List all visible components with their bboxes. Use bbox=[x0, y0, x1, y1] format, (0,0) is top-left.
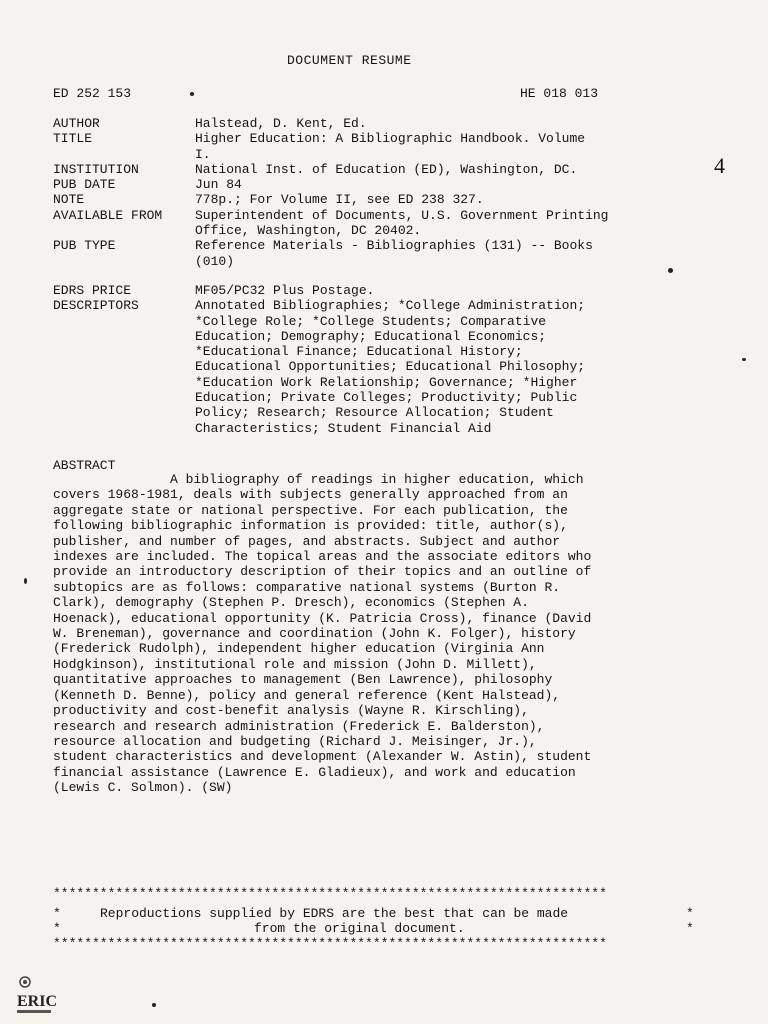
field-value: Higher Education: A Bibliographic Handbook. Volume I. bbox=[195, 131, 586, 162]
field-label: EDRS PRICE bbox=[53, 282, 132, 298]
field-value: Superintendent of Documents, U.S. Government Printing Office, Washington, DC 20402. bbox=[195, 207, 609, 239]
field-label: NOTE bbox=[53, 192, 85, 208]
field-label: AVAILABLE FROM bbox=[53, 207, 163, 223]
scan-speck bbox=[190, 92, 194, 96]
field-label: TITLE bbox=[53, 131, 93, 147]
notice-border-top: *********************************************************************** bbox=[53, 886, 607, 901]
document-title: DOCUMENT RESUME bbox=[287, 53, 412, 68]
field-institution bbox=[53, 162, 703, 177]
abstract-label: ABSTRACT bbox=[53, 458, 116, 473]
field-value: MF05/PC32 Plus Postage. bbox=[195, 282, 375, 298]
logo-emblem-dot bbox=[23, 980, 27, 984]
field-pub-date bbox=[53, 177, 703, 192]
field-label: PUB TYPE bbox=[53, 238, 116, 254]
eric-logo bbox=[14, 972, 60, 1016]
field-title bbox=[53, 131, 703, 162]
scan-speck bbox=[24, 578, 27, 584]
ed-number: ED 252 153 bbox=[53, 86, 132, 101]
abstract-text: A bibliography of readings in higher education, which covers 1968-1981, deals with subjects generally approached from an aggregate state or national perspective. For each publication, the following bibliographic information is provided: title, author(s), publisher, and number of pages, and abstracts. Subject and author indexes are included. The topical areas and the associate editors who provide an introductory description of their topics and an outline of subtopics are as follows: comparative national systems (Burton R. Clark), demography (Stephen P. Dresch), economics (Stephen A. Hoenack), educational opportunity (K. Patricia Cross), finance (David W. Breneman), governance and coordination (John K. Folger), history (Frederick Rudolph), independent higher education (Virginia Ann Hodgkinson), institutional role and mission (John D. Millett), quantitative approaches to management (Ben Lawrence), philosophy (Kenneth D. Benne), policy and general reference (Kent Halstead), productivity and cost-benefit analysis (Wayne R. Kirschling), research and research administration (Frederick E. Balderston), resource allocation and budgeting (Richard J. Meisinger, Jr.), student characteristics and development (Alexander W. Astin), student financial assistance (Lawrence E. Gladieux), and work and education (Lewis C. Solmon). (SW) bbox=[53, 472, 592, 796]
field-value: Reference Materials - Bibliographies (131) -- Books (010) bbox=[195, 238, 593, 269]
logo-text: ERIC bbox=[17, 993, 58, 1010]
metadata-fields bbox=[53, 116, 703, 436]
handwritten-mark: 4 bbox=[714, 153, 725, 178]
field-value: Halstead, D. Kent, Ed. bbox=[195, 116, 367, 131]
scan-speck bbox=[668, 268, 673, 273]
notice-star-right: * bbox=[686, 921, 694, 936]
field-descriptors bbox=[53, 298, 703, 436]
field-value: Annotated Bibliographies; *College Administration; *College Role; *College Students; Comparative Education; Demography; Educational Economics; *Educational Finance; Educational History; Educational Opportunities; Educational Philosophy; *Education Work Relationship; Governance; *Higher Education; Private Colleges; Productivity; Public Policy; Research; Resource Allocation; Student Characteristics; Student Financial Aid bbox=[195, 298, 586, 436]
field-label: AUTHOR bbox=[53, 116, 100, 131]
field-value: Jun 84 bbox=[195, 177, 242, 193]
notice-border-bottom: *********************************************************************** bbox=[53, 936, 607, 951]
field-author bbox=[53, 116, 703, 131]
field-value: National Inst. of Education (ED), Washington, DC. bbox=[195, 161, 578, 177]
notice-star-left: * bbox=[53, 906, 61, 921]
notice-line-2: from the original document. bbox=[254, 921, 465, 936]
scan-speck bbox=[742, 358, 746, 361]
logo-underline bbox=[17, 1010, 51, 1013]
he-number: HE 018 013 bbox=[520, 86, 599, 101]
field-value: 778p.; For Volume II, see ED 238 327. bbox=[195, 192, 484, 208]
field-label: PUB DATE bbox=[53, 177, 116, 193]
field-pub-type bbox=[53, 238, 703, 269]
field-available-from bbox=[53, 208, 703, 239]
field-label: INSTITUTION bbox=[53, 161, 139, 177]
scan-speck bbox=[152, 1003, 156, 1007]
notice-line-1: Reproductions supplied by EDRS are the best that can be made bbox=[100, 906, 569, 921]
field-label: DESCRIPTORS bbox=[53, 298, 139, 314]
notice-star-left: * bbox=[53, 921, 61, 936]
field-edrs-price bbox=[53, 283, 703, 298]
field-note bbox=[53, 192, 703, 207]
notice-star-right: * bbox=[686, 906, 694, 921]
